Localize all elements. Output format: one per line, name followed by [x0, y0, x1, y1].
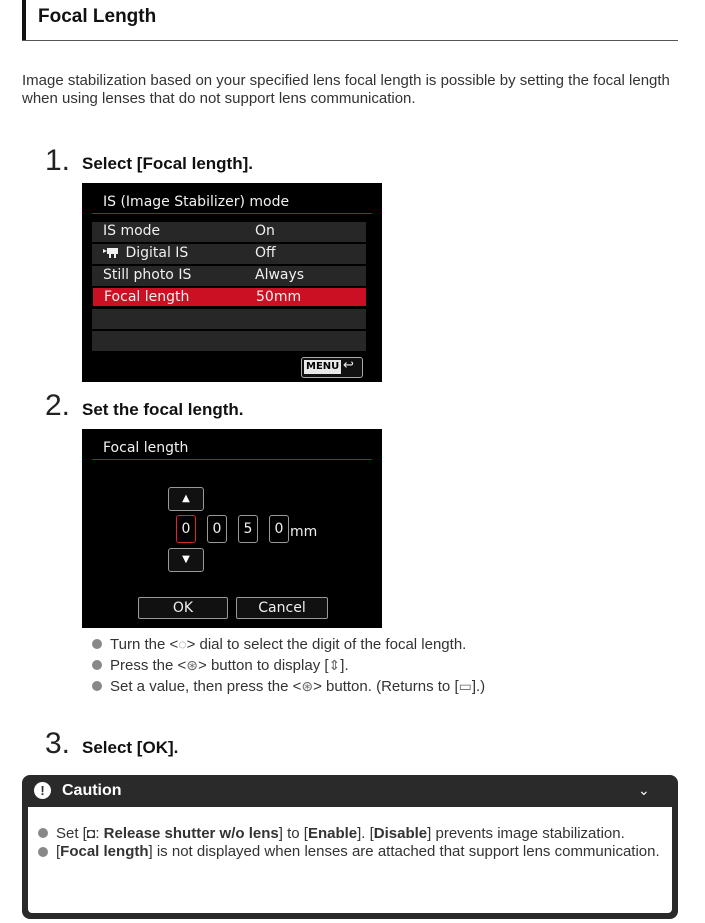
- set-button-icon: ⊛: [186, 657, 199, 673]
- down-arrow-icon: ▼: [182, 554, 190, 565]
- cancel-button[interactable]: Cancel: [236, 597, 328, 619]
- main-dial-icon: ◌: [178, 636, 187, 652]
- menu-row-label: IS mode: [103, 223, 161, 239]
- caution-header[interactable]: [22, 775, 678, 807]
- text: ].: [340, 657, 349, 674]
- menu-row-focal-length[interactable]: [92, 287, 367, 307]
- text: > button to display [: [198, 657, 329, 674]
- step-1-title: Select [Focal length].: [82, 154, 253, 173]
- adjust-icon: ⇕: [328, 657, 341, 673]
- step-2-number: 2.: [45, 389, 71, 422]
- text: Press the <: [110, 657, 187, 674]
- menu-row-value: Off: [255, 245, 276, 261]
- digit-box[interactable]: 0: [207, 515, 227, 543]
- text: [: [56, 843, 61, 860]
- menu-row-empty: [92, 309, 366, 329]
- menu-row-value: On: [255, 223, 275, 239]
- increase-value-button[interactable]: [168, 487, 204, 511]
- movie-camera-icon: [103, 246, 121, 258]
- menu-screen-title: IS (Image Stabilizer) mode: [103, 194, 290, 210]
- menu-row-empty: [92, 331, 366, 351]
- list-item: [92, 676, 485, 697]
- menu-title-underline: [92, 213, 372, 214]
- menu-back-button[interactable]: [301, 357, 363, 378]
- menu-row-digital-is[interactable]: [92, 244, 366, 264]
- text: ]. [: [357, 825, 374, 842]
- text: > dial to select the digit of the focal length.: [186, 636, 467, 653]
- caution-title: Caution: [62, 782, 122, 799]
- digit-box[interactable]: 5: [238, 515, 258, 543]
- setting-option: Disable: [373, 825, 428, 842]
- text: ] is not displayed when lenses are attached that support lens communication.: [148, 843, 660, 860]
- heading-accent-bar: [22, 0, 26, 40]
- digit-box[interactable]: 0: [269, 515, 289, 543]
- setting-name: Release shutter w/o lens: [103, 825, 279, 842]
- text: > button. (Returns to [: [313, 678, 459, 695]
- text: ] to [: [278, 825, 308, 842]
- section-title: Focal Length: [38, 6, 157, 27]
- menu-row-value: Always: [255, 267, 305, 283]
- step-2-instructions: [92, 634, 485, 697]
- menu-row-label: Still photo IS: [103, 267, 192, 283]
- menu-row-label: Focal length: [104, 289, 190, 305]
- intro-paragraph: Image stabilization based on your specified lens focal length is possible by setting the focal length when using lenses that do not support lens communication.: [22, 72, 670, 107]
- dialog-title-underline: [92, 459, 372, 460]
- set-button-icon: ⊛: [301, 678, 314, 694]
- menu-row-label-group: [103, 245, 188, 261]
- list-item: [28, 843, 672, 861]
- text: Set [: [56, 825, 87, 842]
- step-1-number: 1.: [45, 144, 71, 177]
- digit-box[interactable]: 0: [176, 515, 196, 543]
- focal-length-dialog-screen: [82, 429, 382, 628]
- heading-divider: [22, 40, 678, 41]
- unit-label: mm: [290, 524, 318, 540]
- dialog-title: Focal length: [103, 440, 189, 456]
- setting-option: Enable: [307, 825, 358, 842]
- shooting-menu-icon: ◘: [86, 825, 96, 841]
- list-item: [92, 634, 485, 655]
- text: ] prevents image stabilization.: [427, 825, 625, 842]
- caution-icon: !: [34, 782, 51, 799]
- step-3-title: Select [OK].: [82, 738, 179, 757]
- list-item: [92, 655, 485, 676]
- menu-row-value: 50mm: [256, 289, 302, 305]
- up-arrow-icon: ▲: [182, 493, 190, 504]
- list-item: [28, 824, 672, 843]
- setting-name: Focal length: [60, 843, 149, 860]
- menu-row-still-photo-is[interactable]: [92, 266, 366, 286]
- caution-body: [28, 807, 672, 913]
- text: :: [95, 825, 104, 842]
- text: Set a value, then press the <: [110, 678, 302, 695]
- text: Turn the <: [110, 636, 179, 653]
- decrease-value-button[interactable]: [168, 548, 204, 572]
- frame-icon: ▭: [458, 678, 472, 694]
- text: ].): [471, 678, 486, 695]
- menu-row-is-mode[interactable]: [92, 222, 366, 242]
- is-mode-menu-screen: [82, 183, 382, 382]
- step-3-number: 3.: [45, 727, 71, 760]
- menu-button-label: MENU: [306, 361, 340, 372]
- back-arrow-icon: ↩: [343, 358, 354, 373]
- ok-button[interactable]: OK: [138, 597, 228, 619]
- menu-row-label: Digital IS: [125, 245, 189, 261]
- chevron-down-icon[interactable]: ⌄: [638, 782, 650, 798]
- step-2-title: Set the focal length.: [82, 400, 244, 419]
- caution-panel: [22, 775, 678, 919]
